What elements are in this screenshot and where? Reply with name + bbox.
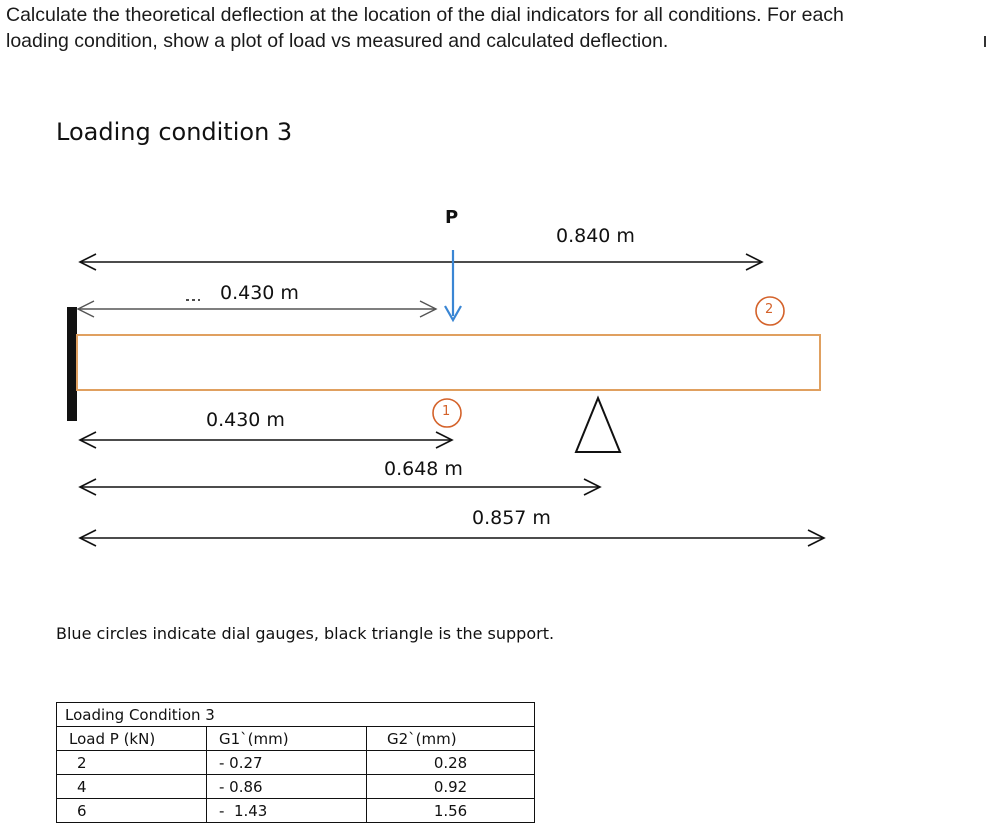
header-g1: G1`(mm) xyxy=(207,727,367,751)
table-title-row xyxy=(57,703,535,727)
loading-data-table xyxy=(56,702,535,823)
beam xyxy=(77,335,820,390)
support-triangle xyxy=(576,398,620,452)
dim-support-position-label: 0.648 m xyxy=(384,458,463,480)
cell-load: 6 xyxy=(57,799,207,823)
header-load: Load P (kN) xyxy=(57,727,207,751)
cell-g1: - 0.27 xyxy=(207,751,367,775)
load-label: P xyxy=(445,207,459,228)
cell-g2: 0.92 xyxy=(367,775,535,799)
dim-top-span-label: 0.840 m xyxy=(556,225,635,247)
cell-load: 4 xyxy=(57,775,207,799)
loading-condition-heading: Loading condition 3 xyxy=(56,118,293,146)
dim-top-span xyxy=(80,254,762,270)
problem-line-2: loading condition, show a plot of load vs measured and calculated deflection. xyxy=(6,30,669,52)
cell-g1: - 0.86 xyxy=(207,775,367,799)
gauge-1-number: 1 xyxy=(442,404,451,419)
cell-g1: - 1.43 xyxy=(207,799,367,823)
dim-support-position xyxy=(80,479,600,495)
cell-load: 2 xyxy=(57,751,207,775)
diagram-caption: Blue circles indicate dial gauges, black triangle is the support. xyxy=(56,624,555,643)
cell-g2: 1.56 xyxy=(367,799,535,823)
table-row xyxy=(57,751,535,775)
table-header-row xyxy=(57,727,535,751)
gauge-2-number: 2 xyxy=(765,302,774,317)
fixed-wall-support xyxy=(67,307,77,421)
table-title: Loading Condition 3 xyxy=(57,703,535,727)
dim-beam-length xyxy=(80,530,824,546)
dim-gauge1-position xyxy=(80,432,452,448)
dim-beam-length-label: 0.857 m xyxy=(472,507,551,529)
problem-line-1: Calculate the theoretical deflection at the location of the dial indicators for all conditions. For each xyxy=(6,4,844,26)
dim-gauge1-position-label: 0.430 m xyxy=(206,409,285,431)
header-g2: G2`(mm) xyxy=(367,727,535,751)
table-row xyxy=(57,775,535,799)
dim-load-position-label: 0.430 m xyxy=(220,282,299,304)
cell-g2: 0.28 xyxy=(367,751,535,775)
table-row xyxy=(57,799,535,823)
load-arrow xyxy=(445,250,461,320)
